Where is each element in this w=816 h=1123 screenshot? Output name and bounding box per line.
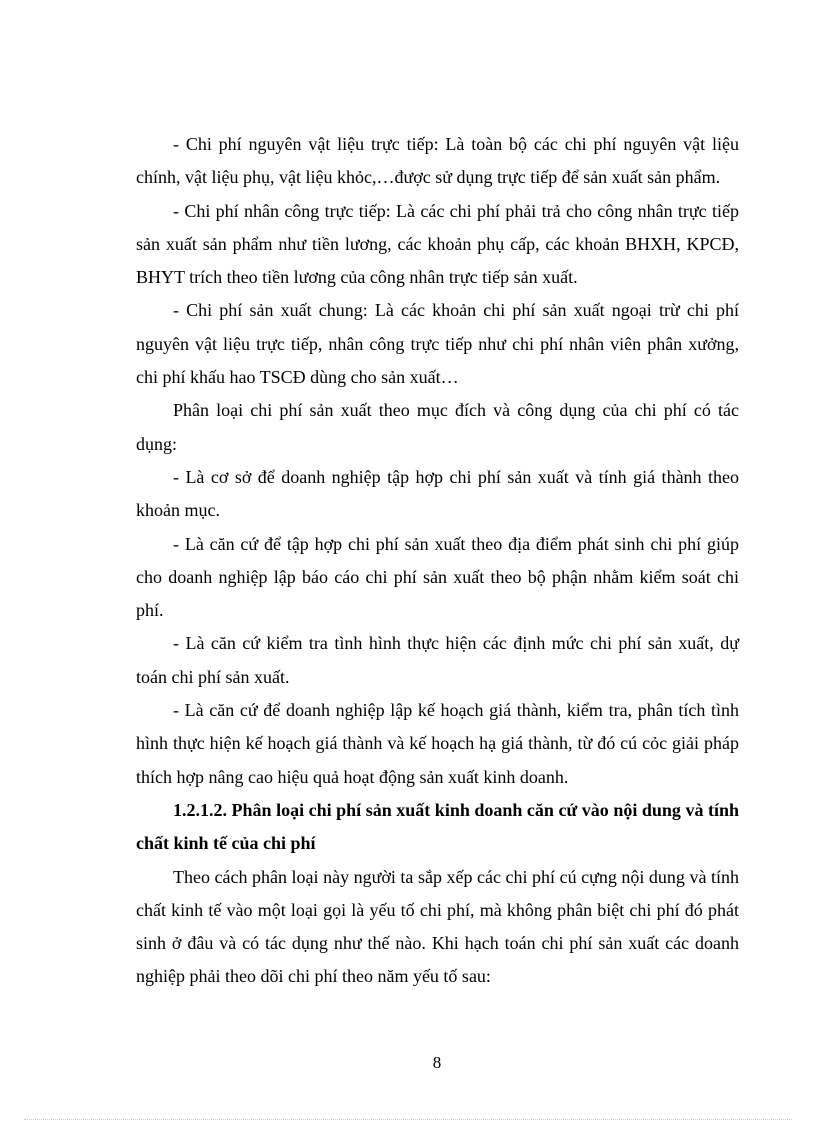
paragraph-purpose-3: - Là căn cứ kiểm tra tình hình thực hiện các định mức chi phí sản xuất, dự toán chi phí sản xuất. bbox=[136, 633, 739, 687]
paragraph-classification-content: Theo cách phân loại này người ta sắp xếp các chi phí cú cựng nội dung và tính chất kinh tế vào một loại gọi là yếu tố chi phí, mà không phân biệt chi phí đó phát sinh ở đâu và có tác dụng như thế nào. Khi hạch toán chi phí sản xuất các doanh nghiệp phải theo dõi chi phí theo năm yếu tố sau: bbox=[136, 866, 739, 987]
page-bottom-border bbox=[24, 1119, 792, 1120]
paragraph-direct-material-cost: - Chi phí nguyên vật liệu trực tiếp: Là toàn bộ các chi phí nguyên vật liệu chính, vật liệu phụ, vật liệu khỏc,…được sử dụng trực tiếp để sản xuất sản phẩm. bbox=[136, 134, 739, 188]
paragraph-purpose-1: - Là cơ sở để doanh nghiệp tập hợp chi phí sản xuất và tính giá thành theo khoản mục. bbox=[136, 466, 739, 521]
paragraph-direct-labor-cost: - Chi phí nhân công trực tiếp: Là các chi phí phải trả cho công nhân trực tiếp sản xuất sản phẩm như tiền lương, các khoản phụ cấp, các khoản BHXH, KPCĐ, BHYT trích theo tiền lương của công nhân trực tiếp sản xuất. bbox=[136, 200, 739, 288]
paragraph-general-production-cost: - Chi phí sản xuất chung: Là các khoản chi phí sản xuất ngoại trừ chi phí nguyên vật liệu trực tiếp, nhân công trực tiếp như chi phí nhân viên phân xưởng, chi phí khấu hao TSCĐ dùng cho sản xuất… bbox=[136, 300, 739, 388]
paragraph-purpose-4: - Là căn cứ để doanh nghiệp lập kế hoạch giá thành, kiểm tra, phân tích tình hình thực hiện kế hoạch giá thành và kế hoạch hạ giá thành, từ đó cú cỏc giải pháp thích hợp nâng cao hiệu quả hoạt động sản xuất kinh doanh. bbox=[136, 700, 739, 787]
paragraph-classification-purpose: Phân loại chi phí sản xuất theo mục đích và công dụng của chi phí có tác dụng: bbox=[136, 400, 739, 454]
paragraph-purpose-2: - Là căn cứ để tập hợp chi phí sản xuất theo địa điểm phát sinh chi phí giúp cho doanh nghiệp lập báo cáo chi phí sản xuất theo bộ phận nhằm kiểm soát chi phí. bbox=[136, 533, 739, 621]
page-number: 8 bbox=[432, 1053, 442, 1072]
section-heading: 1.2.1.2. Phân loại chi phí sản xuất kinh doanh căn cứ vào nội dung và tính chất kinh tế của chi phí bbox=[136, 799, 739, 854]
body-text bbox=[136, 128, 739, 994]
